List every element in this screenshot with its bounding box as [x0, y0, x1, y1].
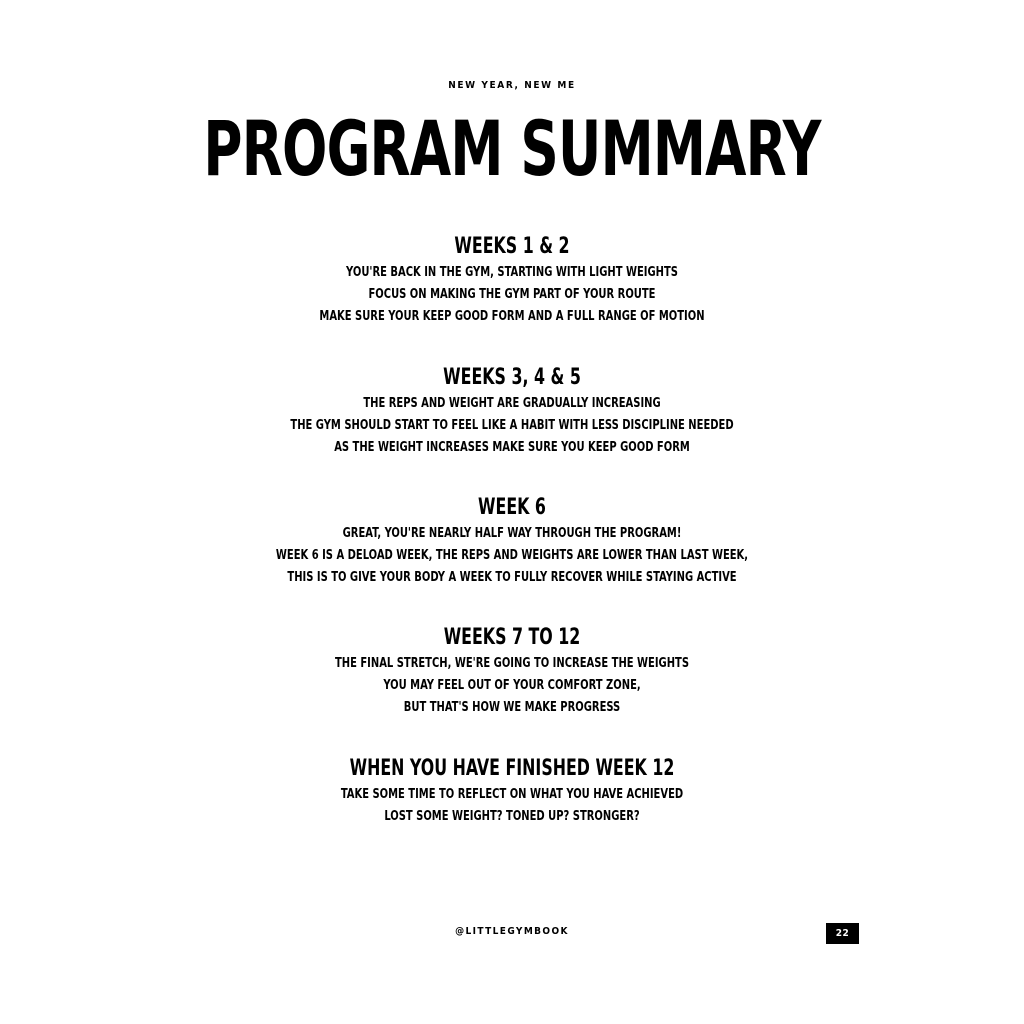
section-line: BUT THAT'S HOW WE MAKE PROGRESS [403, 699, 621, 715]
section-line: TAKE SOME TIME TO REFLECT ON WHAT YOU HAVE ACHIEVED [340, 786, 684, 802]
section-heading: WEEKS 1 & 2 [454, 234, 570, 259]
section-line: THIS IS TO GIVE YOUR BODY A WEEK TO FULLY RECOVER WHILE STAYING ACTIVE [287, 569, 737, 585]
page-title: PROGRAM SUMMARY [203, 104, 821, 193]
section-line: THE REPS AND WEIGHT ARE GRADUALLY INCREASING [363, 395, 661, 411]
section-heading: WEEK 6 [478, 495, 546, 520]
section-line: MAKE SURE YOUR KEEP GOOD FORM AND A FULL RANGE OF MOTION [319, 308, 705, 324]
section-weeks-3-4-5 [0, 364, 1024, 458]
section-line: FOCUS ON MAKING THE GYM PART OF YOUR ROUTE [368, 286, 656, 302]
section-line: THE GYM SHOULD START TO FEEL LIKE A HABIT WITH LESS DISCIPLINE NEEDED [290, 417, 734, 433]
section-line: GREAT, YOU'RE NEARLY HALF WAY THROUGH THE PROGRAM! [342, 525, 682, 541]
section-weeks-1-2 [0, 233, 1024, 327]
section-line: YOU MAY FEEL OUT OF YOUR COMFORT ZONE, [383, 677, 641, 693]
section-line: WEEK 6 IS A DELOAD WEEK, THE REPS AND WEIGHTS ARE LOWER THAN LAST WEEK, [275, 547, 749, 563]
section-line: YOU'RE BACK IN THE GYM, STARTING WITH LIGHT WEIGHTS [346, 264, 678, 280]
section-line: LOST SOME WEIGHT? TONED UP? STRONGER? [384, 808, 640, 824]
section-heading: WEEKS 7 TO 12 [443, 625, 581, 650]
section-heading: WHEN YOU HAVE FINISHED WEEK 12 [349, 756, 675, 781]
page-kicker: NEW YEAR, NEW ME [448, 80, 576, 91]
section-finished-week-12 [0, 755, 1024, 827]
page-number-badge: 22 [826, 923, 859, 944]
section-line: AS THE WEIGHT INCREASES MAKE SURE YOU KEEP GOOD FORM [334, 439, 690, 455]
section-heading: WEEKS 3, 4 & 5 [443, 365, 581, 390]
section-weeks-7-to-12 [0, 624, 1024, 718]
footer-social-handle: @LITTLEGYMBOOK [455, 926, 569, 937]
section-line: THE FINAL STRETCH, WE'RE GOING TO INCREASE THE WEIGHTS [334, 655, 690, 671]
section-week-6 [0, 494, 1024, 588]
